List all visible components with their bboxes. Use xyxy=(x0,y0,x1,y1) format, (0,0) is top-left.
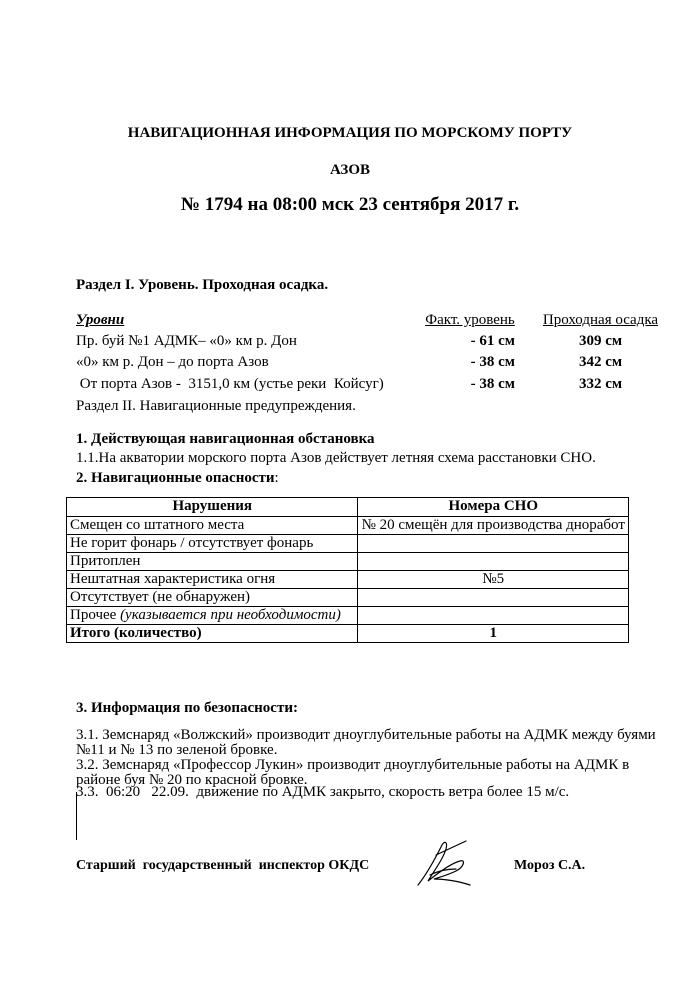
table-cell-value: № 20 смещён для производства дноработ xyxy=(358,517,629,535)
table-row xyxy=(67,607,629,625)
table-cell-label: Смещен со штатного места xyxy=(67,517,358,535)
signature-graphic xyxy=(408,835,488,895)
level-row-2-name: «0» км р. Дон – до порта Азов xyxy=(76,354,269,370)
table-cell-label: Отсутствует (не обнаружен) xyxy=(67,589,358,607)
table-cell-label: Нештатная характеристика огня xyxy=(67,571,358,589)
level-row-1-fact: - 61 см xyxy=(470,333,515,349)
table-total-value: 1 xyxy=(358,625,629,643)
title-line-2: АЗОВ xyxy=(329,162,371,178)
table-total-row xyxy=(67,625,629,643)
table-cell-label-main: Прочее xyxy=(70,607,117,623)
subsection-2-colon: : xyxy=(274,470,279,486)
levels-header-fact: Факт. уровень xyxy=(425,312,515,328)
table-cell-label: Притоплен xyxy=(67,553,358,571)
table-header-row xyxy=(67,498,629,517)
navigation-hazards-table xyxy=(66,497,629,643)
table-cell-value xyxy=(358,535,629,553)
table-row xyxy=(67,517,629,535)
table-cell-value xyxy=(358,553,629,571)
table-cell-value: №5 xyxy=(358,571,629,589)
level-row-3-draft: 332 см xyxy=(578,376,623,392)
safety-item-3: 3.3. 06:20 22.09. движение по АДМК закрыто, скорость ветра более 15 м/с. xyxy=(76,784,570,800)
level-row-1-draft: 309 см xyxy=(578,333,623,349)
levels-header-name: Уровни xyxy=(76,312,125,328)
subsection-1-title: 1. Действующая навигационная обстановка xyxy=(76,431,375,447)
table-cell-label: Не горит фонарь / отсутствует фонарь xyxy=(67,535,358,553)
safety-item-1: 3.1. Земснаряд «Волжский» производит дноуглубительные работы на АДМК между буями №11 и № 13 по зеленой бровке. xyxy=(76,727,656,758)
safety-item-2: 3.2. Земснаряд «Профессор Лукин» производит дноуглубительные работы на АДМК в районе буя № 20 по красной бровке. xyxy=(76,757,630,788)
section-1-title: Раздел I. Уровень. Проходная осадка. xyxy=(76,277,329,293)
table-header-sno-numbers: Номера СНО xyxy=(358,498,629,517)
subsection-2-heading xyxy=(76,470,279,487)
table-cell-value xyxy=(358,607,629,625)
subsection-2-title: 2. Навигационные опасности xyxy=(76,470,275,486)
table-cell-label-note: (указывается при необходимости) xyxy=(120,607,341,623)
bulletin-number-date: № 1794 на 08:00 мск 23 сентября 2017 г. xyxy=(180,194,520,215)
table-total-label: Итого (количество) xyxy=(67,625,358,643)
table-cell-label xyxy=(67,607,358,625)
subsection-3-title: 3. Информация по безопасности: xyxy=(76,700,298,716)
level-row-1-name: Пр. буй №1 АДМК– «0» км р. Дон xyxy=(76,333,297,349)
table-row xyxy=(67,553,629,571)
signatory-name: Мороз С.А. xyxy=(514,858,586,873)
table-header-violations: Нарушения xyxy=(67,498,358,517)
section-2-title: Раздел II. Навигационные предупреждения. xyxy=(76,398,356,414)
title-line-1: НАВИГАЦИОННАЯ ИНФОРМАЦИЯ ПО МОРСКОМУ ПОРТУ xyxy=(127,125,573,141)
subsection-1-text: 1.1.На акватории морского порта Азов действует летняя схема расстановки СНО. xyxy=(76,450,596,466)
level-row-3-name: От порта Азов - 3151,0 км (устье реки Койсуг) xyxy=(76,376,384,392)
levels-header-draft: Проходная осадка xyxy=(542,312,659,328)
level-row-2-draft: 342 см xyxy=(578,354,623,370)
signatory-position: Старший государственный инспектор ОКДС xyxy=(76,858,370,873)
level-row-3-fact: - 38 см xyxy=(470,376,515,392)
margin-line xyxy=(76,792,77,840)
table-row xyxy=(67,571,629,589)
table-cell-value xyxy=(358,589,629,607)
level-row-2-fact: - 38 см xyxy=(470,354,515,370)
table-row xyxy=(67,535,629,553)
table-row xyxy=(67,589,629,607)
